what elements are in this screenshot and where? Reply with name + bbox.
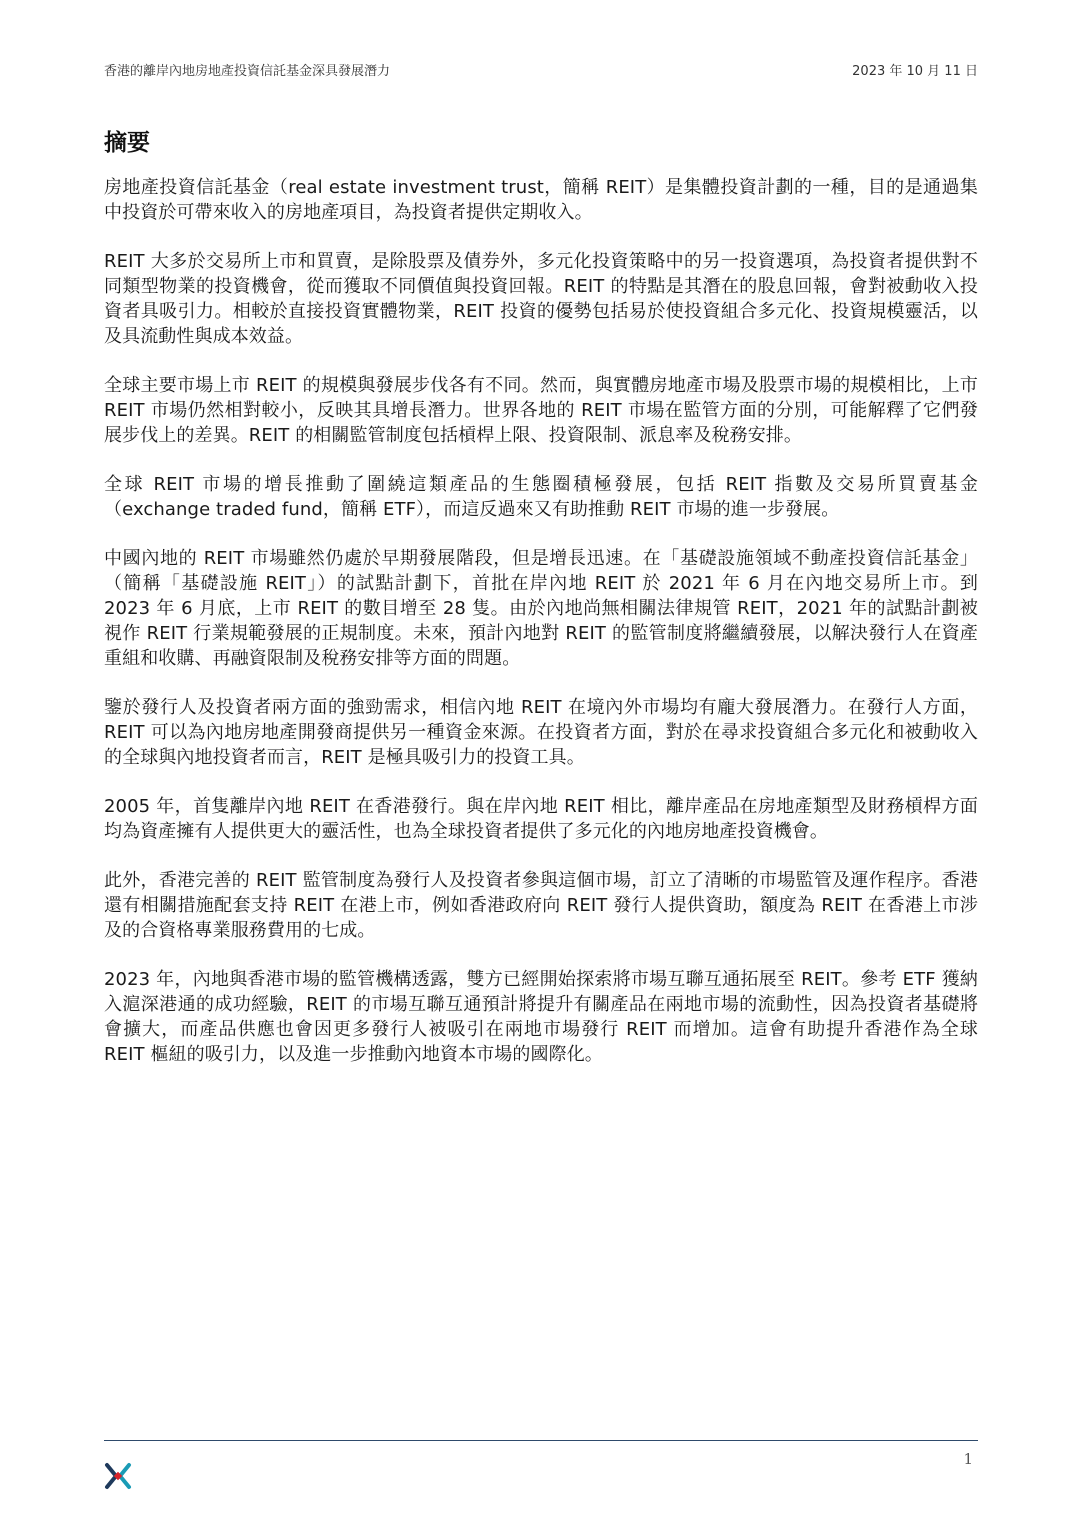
body-content <box>104 175 978 1091</box>
paragraph-4: 全球 REIT 市場的增長推動了圍繞這類產品的生態圈積極發展，包括 REIT 指數及交易所買賣基金（exchange traded fund，簡稱 ETF），而這反過來又有助推動 REIT 市場的進一步發展。 <box>104 474 978 520</box>
paragraph-8: 此外，香港完善的 REIT 監管制度為發行人及投資者參與這個市場，訂立了清晰的市場監管及運作程序。香港還有相關措施配套支持 REIT 在港上市，例如香港政府向 REIT 發行人提供資助，額度為 REIT 在香港上市涉及的合資格專業服務費用的七成。 <box>104 870 978 941</box>
section-title: 摘要 <box>104 130 150 156</box>
page-header <box>104 60 978 80</box>
page-number: 1 <box>963 1450 973 1468</box>
paragraph-3: 全球主要市場上市 REIT 的規模與發展步伐各有不同。然而，與實體房地產市場及股票市場的規模相比，上市 REIT 市場仍然相對較小，反映其具增長潛力。世界各地的 REIT 市場在監管方面的分別，可能解釋了它們發展步伐上的差異。REIT 的相關監管制度包括槓桿上限、投資限制、派息率及稅務安排。 <box>104 375 978 446</box>
document-date: 2023 年 10 月 11 日 <box>852 64 978 79</box>
footer-divider <box>104 1440 978 1441</box>
paragraph-5: 中國內地的 REIT 市場雖然仍處於早期發展階段，但是增長迅速。在「基礎設施領域不動產投資信託基金」（簡稱「基礎設施 REIT」）的試點計劃下，首批在岸內地 REIT 於 2021 年 6 月在內地交易所上市。到 2023 年 6 月底，上市 REIT 的數目增至 28 隻。由於內地尚無相關法律規管 REIT，2021 年的試點計劃被視作 REIT 行業規範發展的正規制度。未來，預計內地對 REIT 的監管制度將繼續發展，以解決發行人在資產重組和收購、再融資限制及稅務安排等方面的問題。 <box>104 548 978 669</box>
paragraph-1: 房地產投資信託基金（real estate investment trust，簡稱 REIT）是集體投資計劃的一種，目的是通過集中投資於可帶來收入的房地產項目，為投資者提供定期收入。 <box>104 177 978 223</box>
hkex-x-logo-icon <box>104 1462 132 1490</box>
paragraph-6: 鑒於發行人及投資者兩方面的強勁需求，相信內地 REIT 在境內外市場均有龐大發展潛力。在發行人方面，REIT 可以為內地房地產開發商提供另一種資金來源。在投資者方面，對於在尋求投資組合多元化和被動收入的全球與內地投資者而言，REIT 是極具吸引力的投資工具。 <box>104 697 978 768</box>
paragraph-2: REIT 大多於交易所上市和買賣，是除股票及債券外，多元化投資策略中的另一投資選項，為投資者提供對不同類型物業的投資機會，從而獲取不同價值與投資回報。REIT 的特點是其潛在的股息回報，會對被動收入投資者具吸引力。相較於直接投資實體物業，REIT 投資的優勢包括易於使投資組合多元化、投資規模靈活，以及具流動性與成本效益。 <box>104 251 978 347</box>
document-title: 香港的離岸內地房地產投資信託基金深具發展潛力 <box>104 64 391 79</box>
paragraph-7: 2005 年，首隻離岸內地 REIT 在香港發行。與在岸內地 REIT 相比，離岸產品在房地產類型及財務槓桿方面均為資產擁有人提供更大的靈活性，也為全球投資者提供了多元化的內地房地產投資機會。 <box>104 796 978 842</box>
paragraph-9: 2023 年，內地與香港市場的監管機構透露，雙方已經開始探索將市場互聯互通拓展至 REIT。參考 ETF 獲納入滬深港通的成功經驗，REIT 的市場互聯互通預計將提升有關產品在兩地市場的流動性，因為投資者基礎將會擴大，而產品供應也會因更多發行人被吸引在兩地市場發行 REIT 而增加。這會有助提升香港作為全球 REIT 樞紐的吸引力，以及進一步推動內地資本市場的國際化。 <box>104 969 978 1065</box>
